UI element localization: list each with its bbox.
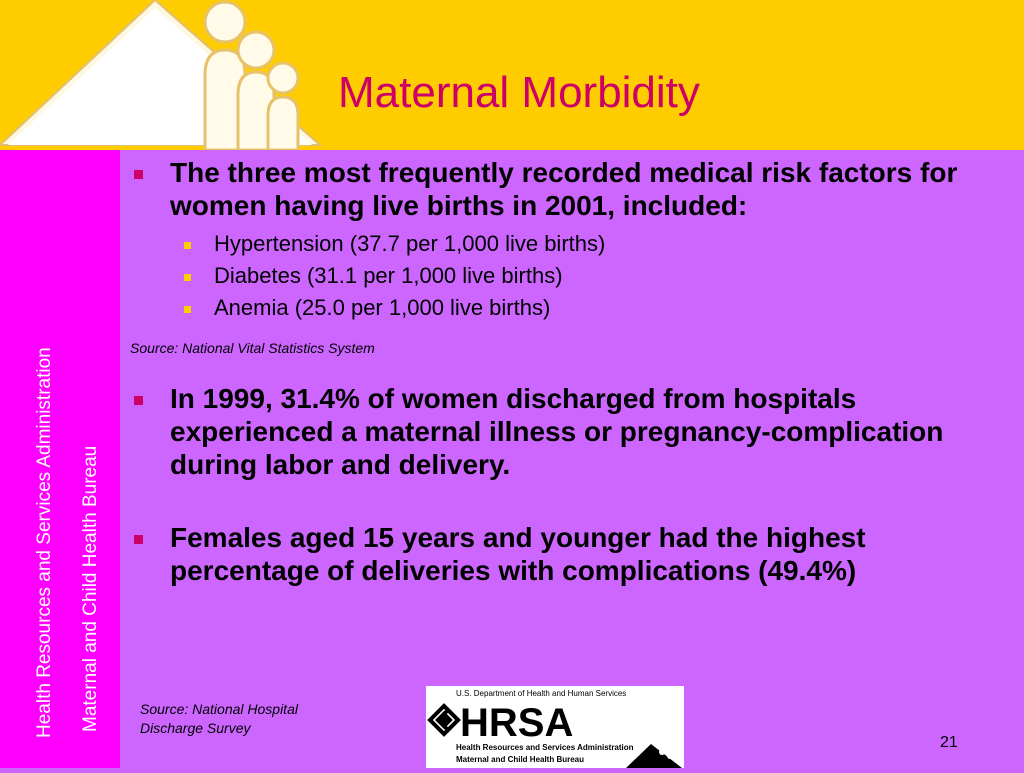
header-band: [0, 0, 1024, 150]
source-citation-2: [140, 700, 298, 738]
sub-bullet-text: Anemia (25.0 per 1,000 live births): [214, 295, 551, 320]
bullet-text: Females aged 15 years and younger had the highest percentage of deliveries with complications (49.4%): [170, 522, 866, 586]
hrsa-wordmark: HRSA: [460, 701, 574, 745]
bullet-text: The three most frequently recorded medical risk factors for women having live births in 2001, included:: [170, 157, 958, 221]
hrsa-logo-graphic: [426, 686, 684, 768]
source-line: Discharge Survey: [140, 720, 251, 736]
bullet-text: In 1999, 31.4% of women discharged from hospitals experienced a maternal illness or pregnancy-complication during labor and delivery.: [170, 383, 944, 480]
bullet-females: [130, 521, 1010, 587]
bullet-risk-factors: [130, 156, 1010, 222]
bullet-square-icon: [134, 535, 143, 544]
hrsa-knot-icon: [430, 706, 458, 734]
hrsa-logo: [426, 686, 684, 768]
slide-content: [130, 152, 1010, 587]
source-line: Source: National Hospital: [140, 701, 298, 717]
family-house-logo-icon: [0, 0, 330, 150]
hrsa-line2: Maternal and Child Health Bureau: [456, 755, 585, 764]
sub-bullet-square-icon: [184, 242, 191, 249]
page-number: 21: [940, 734, 958, 751]
sub-bullet: [130, 260, 1010, 292]
sub-bullet-text: Hypertension (37.7 per 1,000 live births): [214, 231, 606, 256]
sub-bullet-square-icon: [184, 306, 191, 313]
sidebar-text-mchb: Maternal and Child Health Bureau: [80, 445, 101, 732]
hrsa-top-line: U.S. Department of Health and Human Services: [456, 689, 627, 698]
source-citation-1: Source: National Vital Statistics System: [130, 340, 375, 356]
hrsa-house-icon: [626, 744, 682, 768]
sidebar-text-hrsa: Health Resources and Services Administration: [34, 347, 55, 738]
sub-bullet-square-icon: [184, 274, 191, 281]
bullet-square-icon: [134, 396, 143, 405]
hrsa-line1: Health Resources and Services Administration: [456, 743, 634, 752]
sub-bullet: [130, 292, 1010, 324]
bullet-discharge: [130, 382, 1010, 481]
bullet-square-icon: [134, 170, 143, 179]
slide-title: Maternal Morbidity: [338, 68, 700, 117]
sidebar: [0, 150, 120, 768]
sub-bullet-text: Diabetes (31.1 per 1,000 live births): [214, 263, 563, 288]
sub-bullet: [130, 228, 1010, 260]
